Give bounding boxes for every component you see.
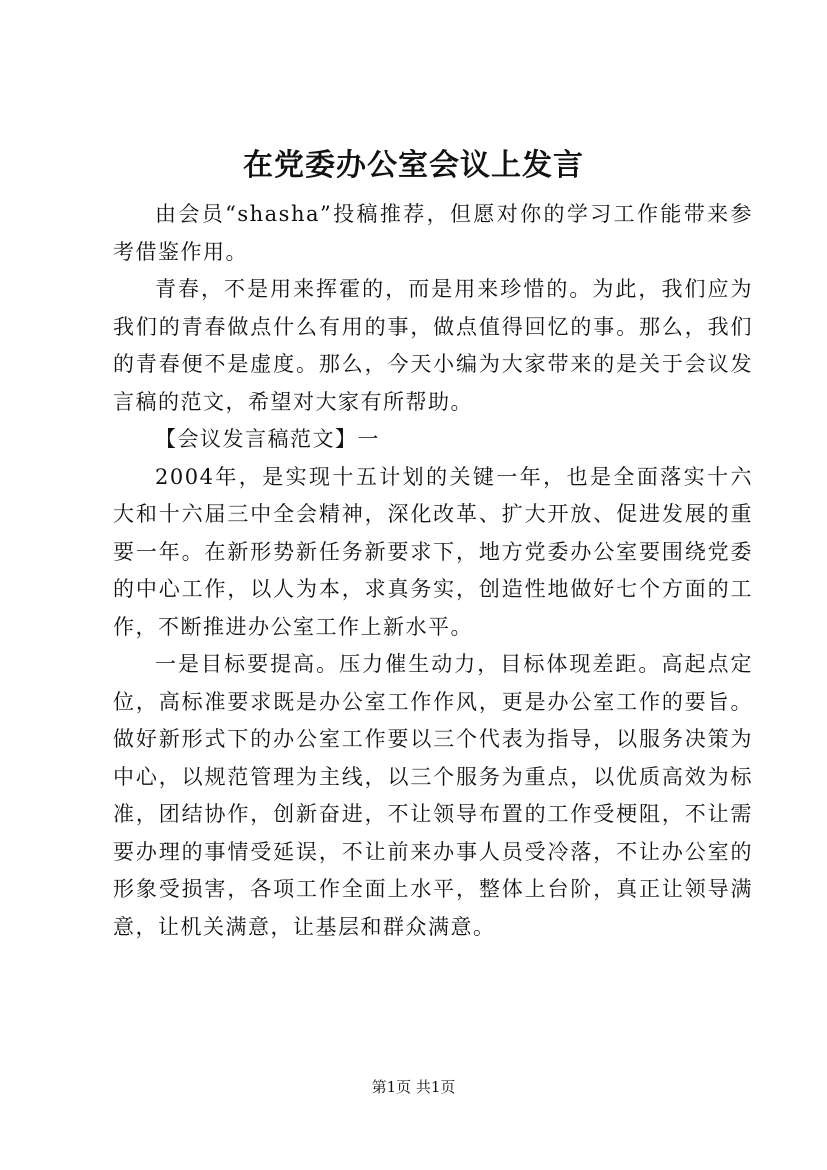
paragraph-goals: 一是目标要提高。压力催生动力，目标体现差距。高起点定位，高标准要求既是办公室工作作风，更是办公室工作的要旨。做好新形式下的办公室工作要以三个代表为指导，以服务决策为中心，以规范管理为主线，以三个服务为重点，以优质高效为标准，团结协作，创新奋进，不让领导布置的工作受梗阻，不让需要办理的事情受延误，不让前来办事人员受冷落，不让办公室的形象受损害，各项工作全面上水平，整体上台阶，真正让领导满意，让机关满意，让基层和群众满意。 xyxy=(113,652,753,939)
document-body xyxy=(113,196,753,946)
paragraph-intro: 由会员“shasha”投稿推荐，但愿对你的学习工作能带来参考借鉴作用。 xyxy=(113,202,753,264)
paragraph-2004: 2004年，是实现十五计划的关键一年，也是全面落实十六大和十六届三中全会精神，深化改革、扩大开放、促进发展的重要一年。在新形势新任务新要求下，地方党委办公室要围绕党委的中心工作，以人为本，求真务实，创造性地做好七个方面的工作，不断推进办公室工作上新水平。 xyxy=(113,464,753,639)
paragraph-section-heading: 【会议发言稿范文】一 xyxy=(155,427,380,451)
paragraph-youth: 青春，不是用来挥霍的，而是用来珍惜的。为此，我们应为我们的青春做点什么有用的事，做点值得回忆的事。那么，我们的青春便不是虚度。那么，今天小编为大家带来的是关于会议发言稿的范文，希望对大家有所帮助。 xyxy=(113,277,753,414)
document-title: 在党委办公室会议上发言 xyxy=(243,148,584,183)
page-footer: 第1页 共1页 xyxy=(371,1078,456,1096)
